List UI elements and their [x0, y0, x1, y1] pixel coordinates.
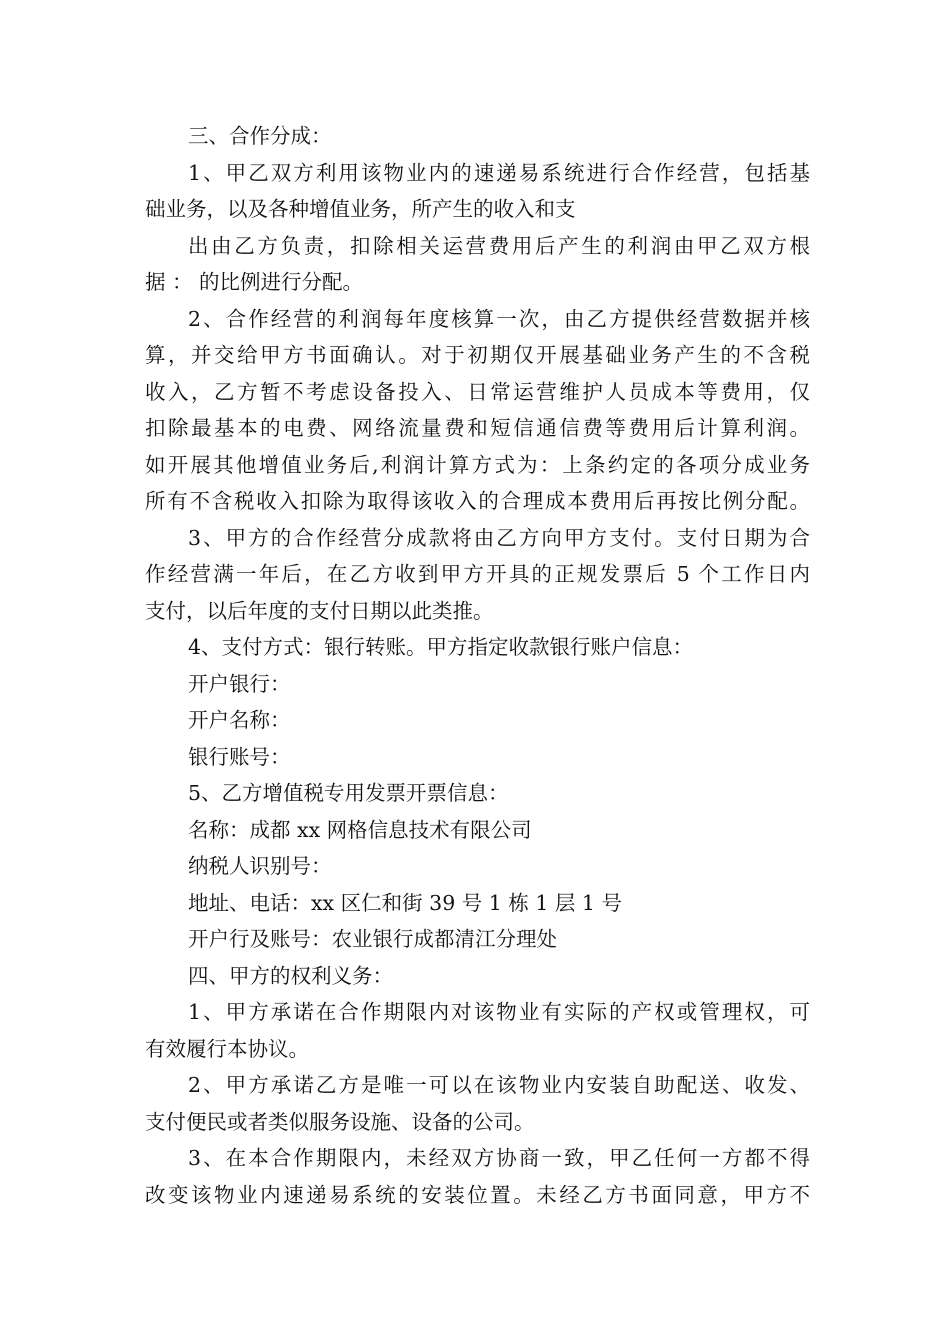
text-line: 出由乙方负责，扣除相关运营费用后产生的利润由甲乙双方根 [188, 233, 810, 258]
text-line: 4、支付方式：银行转账。甲方指定收款银行账户信息： [188, 635, 694, 659]
text-line: 银行账号： [188, 744, 291, 769]
text-line: 有效履行本协议。 [145, 1036, 309, 1061]
text-line: 所有不含税收入扣除为取得该收入的合理成本费用后再按比例分配。 [145, 489, 810, 513]
text-line: 开户银行： [188, 671, 291, 696]
text-line: 纳税人识别号： [188, 854, 332, 878]
document-body [145, 118, 810, 1213]
text-line: 算，并交给甲方书面确认。对于初期仅开展基础业务产生的不含税 [145, 343, 810, 367]
text-line: 支付，以后年度的支付日期以此类推。 [145, 598, 494, 623]
text-line: 作经营满一年后，在乙方收到甲方开具的正规发票后 5 个工作日内 [145, 562, 810, 586]
text-line: 扣除最基本的电费、网络流量费和短信通信费等费用后计算利润。 [145, 416, 810, 440]
text-line: 5、乙方增值税专用发票开票信息： [188, 781, 509, 805]
text-line: 地址、电话：xx 区仁和街 39 号 1 栋 1 层 1 号 [188, 890, 622, 915]
text-line: 1、甲乙双方利用该物业内的速递易系统进行合作经营，包括基 [188, 160, 810, 185]
text-line: 2、合作经营的利润每年度核算一次，由乙方提供经营数据并核 [188, 306, 810, 331]
text-line: 据 ： 的比例进行分配。 [145, 270, 364, 294]
text-line: 1、甲方承诺在合作期限内对该物业有实际的产权或管理权，可 [188, 1000, 810, 1024]
text-line: 收入，乙方暂不考虑设备投入、日常运营维护人员成本等费用，仅 [145, 379, 810, 404]
text-line: 改变该物业内速递易系统的安装位置。未经乙方书面同意，甲方不 [145, 1182, 810, 1207]
text-line: 支付便民或者类似服务设施、设备的公司。 [145, 1109, 535, 1134]
text-line: 四、甲方的权利义务： [188, 963, 393, 988]
text-line: 2、甲方承诺乙方是唯一可以在该物业内安装自助配送、收发、 [188, 1073, 810, 1097]
text-line: 3、在本合作期限内，未经双方协商一致，甲乙任何一方都不得 [188, 1146, 810, 1170]
text-line: 础业务，以及各种增值业务，所产生的收入和支 [145, 197, 576, 221]
text-line: 如开展其他增值业务后,利润计算方式为：上条约定的各项分成业务 [145, 452, 810, 477]
text-line: 开户行及账号：农业银行成都清江分理处 [188, 927, 557, 951]
text-line: 开户名称： [188, 708, 291, 732]
text-line: 3、甲方的合作经营分成款将由乙方向甲方支付。支付日期为合 [188, 525, 810, 550]
text-line: 名称：成都 xx 网格信息技术有限公司 [188, 817, 532, 842]
text-line: 三、合作分成： [188, 124, 332, 148]
